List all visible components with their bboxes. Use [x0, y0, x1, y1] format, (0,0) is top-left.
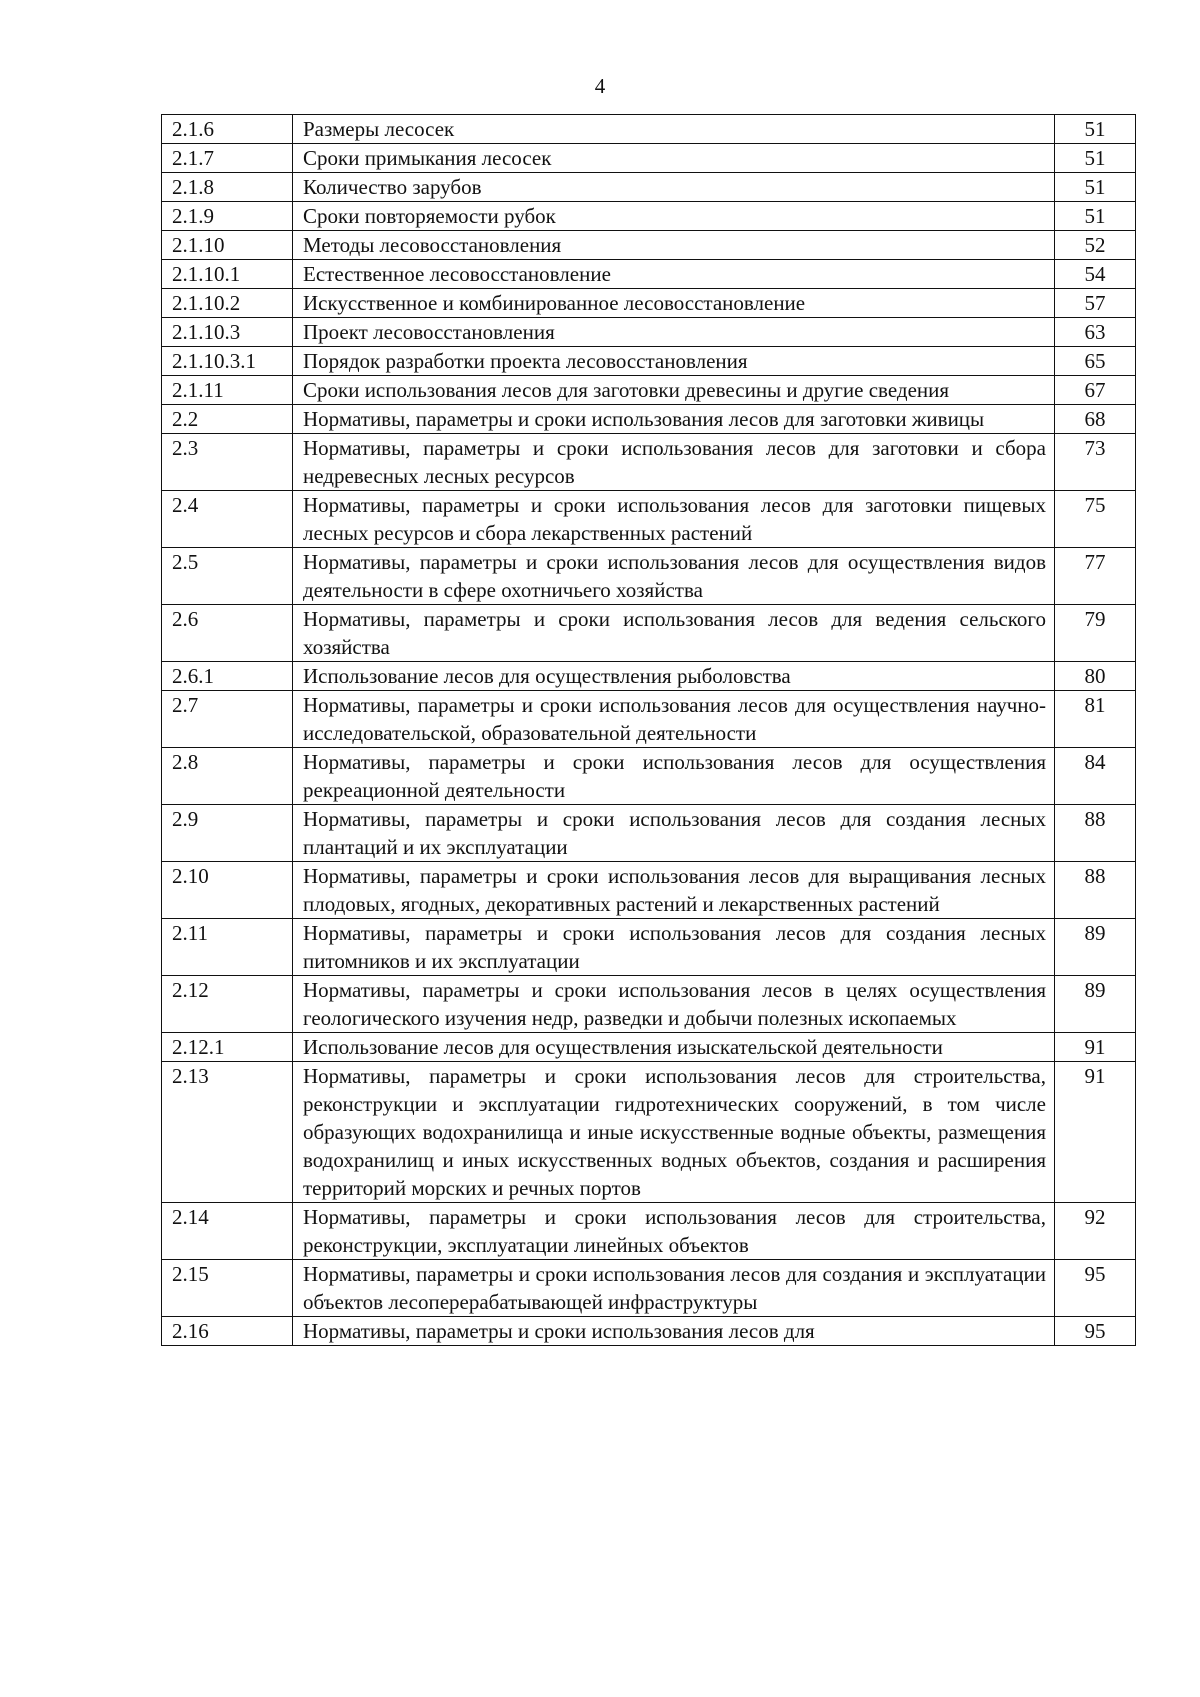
section-page-number: 65 [1055, 347, 1136, 376]
table-row [162, 144, 1136, 173]
section-number: 2.1.11 [162, 376, 293, 405]
section-title: Нормативы, параметры и сроки использования лесов в целях осуществления геологического изучения недр, разведки и добычи полезных ископаемых [293, 976, 1055, 1033]
section-title: Сроки повторяемости рубок [293, 202, 1055, 231]
section-page-number: 95 [1055, 1260, 1136, 1317]
table-row [162, 662, 1136, 691]
section-page-number: 89 [1055, 976, 1136, 1033]
section-page-number: 77 [1055, 548, 1136, 605]
section-number: 2.1.10 [162, 231, 293, 260]
section-page-number: 67 [1055, 376, 1136, 405]
table-row [162, 748, 1136, 805]
section-number: 2.1.10.1 [162, 260, 293, 289]
table-row [162, 434, 1136, 491]
section-title: Нормативы, параметры и сроки использования лесов для осуществления научно-исследовательской, образовательной деятельности [293, 691, 1055, 748]
section-page-number: 51 [1055, 144, 1136, 173]
section-number: 2.16 [162, 1317, 293, 1346]
table-row [162, 289, 1136, 318]
section-title: Естественное лесовосстановление [293, 260, 1055, 289]
section-title: Нормативы, параметры и сроки использования лесов для создания лесных плантаций и их эксплуатации [293, 805, 1055, 862]
section-page-number: 88 [1055, 862, 1136, 919]
section-page-number: 51 [1055, 173, 1136, 202]
table-row [162, 691, 1136, 748]
section-number: 2.1.10.3.1 [162, 347, 293, 376]
table-row [162, 605, 1136, 662]
table-row [162, 862, 1136, 919]
table-row [162, 405, 1136, 434]
table-row [162, 548, 1136, 605]
table-row [162, 173, 1136, 202]
section-title: Нормативы, параметры и сроки использования лесов для осуществления видов деятельности в сфере охотничьего хозяйства [293, 548, 1055, 605]
table-row [162, 1317, 1136, 1346]
section-title: Нормативы, параметры и сроки использования лесов для осуществления рекреационной деятельности [293, 748, 1055, 805]
section-number: 2.5 [162, 548, 293, 605]
section-page-number: 51 [1055, 202, 1136, 231]
table-row [162, 231, 1136, 260]
section-page-number: 57 [1055, 289, 1136, 318]
section-number: 2.1.7 [162, 144, 293, 173]
section-title: Нормативы, параметры и сроки использования лесов для строительства, реконструкции, эксплуатации линейных объектов [293, 1203, 1055, 1260]
section-number: 2.14 [162, 1203, 293, 1260]
section-number: 2.11 [162, 919, 293, 976]
table-of-contents [161, 114, 1136, 1346]
section-title: Проект лесовосстановления [293, 318, 1055, 347]
table-row [162, 260, 1136, 289]
section-title: Использование лесов для осуществления рыболовства [293, 662, 1055, 691]
table-row [162, 202, 1136, 231]
section-title: Нормативы, параметры и сроки использования лесов для строительства, реконструкции и эксплуатации гидротехнических сооружений, в том числе образующих водохранилища и иные искусственные водные объекты, размещения водохранилищ и иных искусственных водных объектов, создания и расширения территорий морских и речных портов [293, 1062, 1055, 1203]
section-number: 2.1.8 [162, 173, 293, 202]
section-page-number: 52 [1055, 231, 1136, 260]
table-row [162, 976, 1136, 1033]
section-number: 2.13 [162, 1062, 293, 1203]
section-number: 2.4 [162, 491, 293, 548]
section-page-number: 88 [1055, 805, 1136, 862]
section-page-number: 81 [1055, 691, 1136, 748]
section-number: 2.9 [162, 805, 293, 862]
section-page-number: 92 [1055, 1203, 1136, 1260]
section-number: 2.15 [162, 1260, 293, 1317]
section-number: 2.3 [162, 434, 293, 491]
table-row [162, 919, 1136, 976]
section-number: 2.12 [162, 976, 293, 1033]
section-page-number: 68 [1055, 405, 1136, 434]
section-page-number: 63 [1055, 318, 1136, 347]
section-title: Нормативы, параметры и сроки использования лесов для заготовки пищевых лесных ресурсов и сбора лекарственных растений [293, 491, 1055, 548]
section-page-number: 75 [1055, 491, 1136, 548]
section-page-number: 89 [1055, 919, 1136, 976]
section-number: 2.2 [162, 405, 293, 434]
section-title: Искусственное и комбинированное лесовосстановление [293, 289, 1055, 318]
section-number: 2.10 [162, 862, 293, 919]
section-page-number: 84 [1055, 748, 1136, 805]
section-page-number: 95 [1055, 1317, 1136, 1346]
section-page-number: 91 [1055, 1033, 1136, 1062]
page-number: 4 [594, 74, 606, 98]
section-title: Нормативы, параметры и сроки использования лесов для заготовки живицы [293, 405, 1055, 434]
section-page-number: 79 [1055, 605, 1136, 662]
section-page-number: 51 [1055, 115, 1136, 144]
section-number: 2.1.9 [162, 202, 293, 231]
section-title: Методы лесовосстановления [293, 231, 1055, 260]
section-number: 2.1.6 [162, 115, 293, 144]
toc-body [162, 115, 1136, 1346]
section-number: 2.1.10.3 [162, 318, 293, 347]
section-page-number: 80 [1055, 662, 1136, 691]
section-title: Нормативы, параметры и сроки использования лесов для [293, 1317, 1055, 1346]
table-row [162, 491, 1136, 548]
section-title: Использование лесов для осуществления изыскательской деятельности [293, 1033, 1055, 1062]
section-title: Размеры лесосек [293, 115, 1055, 144]
section-page-number: 91 [1055, 1062, 1136, 1203]
table-row [162, 347, 1136, 376]
table-row [162, 115, 1136, 144]
table-row [162, 376, 1136, 405]
section-title: Нормативы, параметры и сроки использования лесов для создания лесных питомников и их эксплуатации [293, 919, 1055, 976]
table-row [162, 1203, 1136, 1260]
table-row [162, 318, 1136, 347]
section-number: 2.12.1 [162, 1033, 293, 1062]
section-number: 2.6 [162, 605, 293, 662]
section-page-number: 73 [1055, 434, 1136, 491]
section-number: 2.8 [162, 748, 293, 805]
section-number: 2.6.1 [162, 662, 293, 691]
table-row [162, 1260, 1136, 1317]
table-row [162, 1033, 1136, 1062]
table-row [162, 1062, 1136, 1203]
section-title: Сроки использования лесов для заготовки древесины и другие сведения [293, 376, 1055, 405]
section-title: Сроки примыкания лесосек [293, 144, 1055, 173]
section-title: Нормативы, параметры и сроки использования лесов для ведения сельского хозяйства [293, 605, 1055, 662]
section-title: Нормативы, параметры и сроки использования лесов для заготовки и сбора недревесных лесных ресурсов [293, 434, 1055, 491]
section-title: Количество зарубов [293, 173, 1055, 202]
section-number: 2.1.10.2 [162, 289, 293, 318]
table-row [162, 805, 1136, 862]
section-title: Нормативы, параметры и сроки использования лесов для выращивания лесных плодовых, ягодных, декоративных растений и лекарственных растений [293, 862, 1055, 919]
section-title: Нормативы, параметры и сроки использования лесов для создания и эксплуатации объектов лесоперерабатывающей инфраструктуры [293, 1260, 1055, 1317]
section-title: Порядок разработки проекта лесовосстановления [293, 347, 1055, 376]
section-number: 2.7 [162, 691, 293, 748]
section-page-number: 54 [1055, 260, 1136, 289]
